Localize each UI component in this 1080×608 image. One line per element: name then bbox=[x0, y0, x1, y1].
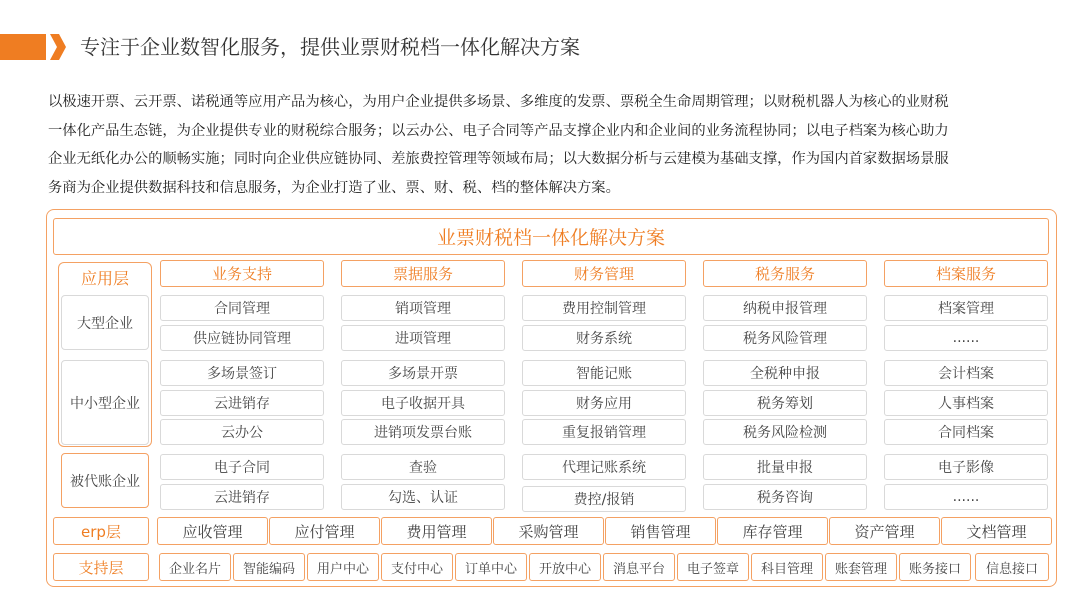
column-header-business-support: 业务支持 bbox=[160, 260, 324, 287]
header-accent-bar bbox=[0, 34, 46, 60]
support-item: 信息接口 bbox=[975, 553, 1049, 581]
support-item: 企业名片 bbox=[159, 553, 231, 581]
cell-sme-r3-c4: 税务风险检测 bbox=[703, 419, 867, 445]
cell-large-r2-c5: ...... bbox=[884, 325, 1048, 351]
support-item: 支付中心 bbox=[381, 553, 453, 581]
cell-large-r2-c4: 税务风险管理 bbox=[703, 325, 867, 351]
support-item: 用户中心 bbox=[307, 553, 379, 581]
support-item: 账套管理 bbox=[825, 553, 897, 581]
cell-large-r1-c1: 合同管理 bbox=[160, 295, 324, 321]
cell-agency-r1-c5: 电子影像 bbox=[884, 454, 1048, 480]
chevron-right-icon bbox=[50, 34, 66, 60]
column-header-archive-service: 档案服务 bbox=[884, 260, 1048, 287]
erp-item: 费用管理 bbox=[381, 517, 492, 545]
cell-large-r2-c1: 供应链协同管理 bbox=[160, 325, 324, 351]
cell-sme-r1-c3: 智能记账 bbox=[522, 360, 686, 386]
cell-large-r2-c3: 财务系统 bbox=[522, 325, 686, 351]
cell-sme-r1-c4: 全税种申报 bbox=[703, 360, 867, 386]
intro-line: 以极速开票、云开票、诺税通等应用产品为核心，为用户企业提供多场景、多维度的发票、票税全生命周期管理；以财税机器人为核心的业财税 bbox=[48, 94, 949, 110]
cell-sme-r1-c2: 多场景开票 bbox=[341, 360, 505, 386]
erp-item: 应付管理 bbox=[269, 517, 380, 545]
support-item: 订单中心 bbox=[455, 553, 527, 581]
cell-agency-r1-c3: 代理记账系统 bbox=[522, 454, 686, 480]
intro-line: 企业无纸化办公的顺畅实施；同时向企业供应链协同、差旅费控管理等领域布局；以大数据分析与云建模为基础支撑，作为国内首家数据场景服 bbox=[48, 151, 949, 167]
cell-agency-r2-c2: 勾选、认证 bbox=[341, 484, 505, 510]
cell-sme-r2-c5: 人事档案 bbox=[884, 390, 1048, 416]
group-label-large-enterprise: 大型企业 bbox=[61, 295, 149, 350]
diagram-title: 业票财税档一体化解决方案 bbox=[53, 218, 1049, 255]
group-label-agency-clients: 被代账企业 bbox=[61, 453, 149, 508]
cell-sme-r3-c2: 进销项发票台账 bbox=[341, 419, 505, 445]
cell-large-r1-c3: 费用控制管理 bbox=[522, 295, 686, 321]
cell-sme-r1-c1: 多场景签订 bbox=[160, 360, 324, 386]
cell-sme-r2-c1: 云进销存 bbox=[160, 390, 324, 416]
column-header-tax-service: 税务服务 bbox=[703, 260, 867, 287]
support-item: 开放中心 bbox=[529, 553, 601, 581]
erp-item: 采购管理 bbox=[493, 517, 604, 545]
cell-large-r2-c2: 进项管理 bbox=[341, 325, 505, 351]
cell-large-r1-c5: 档案管理 bbox=[884, 295, 1048, 321]
cell-sme-r3-c5: 合同档案 bbox=[884, 419, 1048, 445]
cell-agency-r1-c1: 电子合同 bbox=[160, 454, 324, 480]
erp-layer-label: erp层 bbox=[53, 517, 149, 545]
support-item: 智能编码 bbox=[233, 553, 305, 581]
app-layer-label: 应用层 bbox=[80, 269, 129, 288]
cell-agency-r1-c4: 批量申报 bbox=[703, 454, 867, 480]
column-header-finance-management: 财务管理 bbox=[522, 260, 686, 287]
intro-line: 务商为企业提供数据科技和信息服务，为企业打造了业、票、财、税、档的整体解决方案。 bbox=[48, 179, 620, 196]
support-item: 电子签章 bbox=[677, 553, 749, 581]
support-item: 科目管理 bbox=[751, 553, 823, 581]
erp-item: 文档管理 bbox=[941, 517, 1052, 545]
cell-agency-r2-c4: 税务咨询 bbox=[703, 484, 867, 510]
intro-paragraph bbox=[48, 88, 1048, 202]
support-item: 账务接口 bbox=[899, 553, 971, 581]
cell-sme-r2-c3: 财务应用 bbox=[522, 390, 686, 416]
column-header-invoice-service: 票据服务 bbox=[341, 260, 505, 287]
support-item: 消息平台 bbox=[603, 553, 675, 581]
cell-sme-r3-c3: 重复报销管理 bbox=[522, 419, 686, 445]
erp-item: 资产管理 bbox=[829, 517, 940, 545]
support-layer-label: 支持层 bbox=[53, 553, 149, 581]
intro-line: 一体化产品生态链，为企业提供专业的财税综合服务；以云办公、电子合同等产品支撑企业内和企业间的业务流程协同；以电子档案为核心助力 bbox=[48, 122, 949, 139]
cell-sme-r2-c2: 电子收据开具 bbox=[341, 390, 505, 416]
cell-agency-r2-c5: ...... bbox=[884, 484, 1048, 510]
erp-item: 销售管理 bbox=[605, 517, 716, 545]
cell-sme-r2-c4: 税务筹划 bbox=[703, 390, 867, 416]
cell-agency-r2-c3: 费控/报销 bbox=[522, 486, 686, 512]
erp-item: 应收管理 bbox=[157, 517, 268, 545]
erp-item: 库存管理 bbox=[717, 517, 828, 545]
group-label-sme: 中小型企业 bbox=[61, 360, 149, 445]
cell-large-r1-c4: 纳税申报管理 bbox=[703, 295, 867, 321]
cell-large-r1-c2: 销项管理 bbox=[341, 295, 505, 321]
page-title: 专注于企业数智化服务，提供业票财税档一体化解决方案 bbox=[80, 35, 580, 59]
cell-sme-r3-c1: 云办公 bbox=[160, 419, 324, 445]
cell-agency-r2-c1: 云进销存 bbox=[160, 484, 324, 510]
cell-agency-r1-c2: 查验 bbox=[341, 454, 505, 480]
cell-sme-r1-c5: 会计档案 bbox=[884, 360, 1048, 386]
